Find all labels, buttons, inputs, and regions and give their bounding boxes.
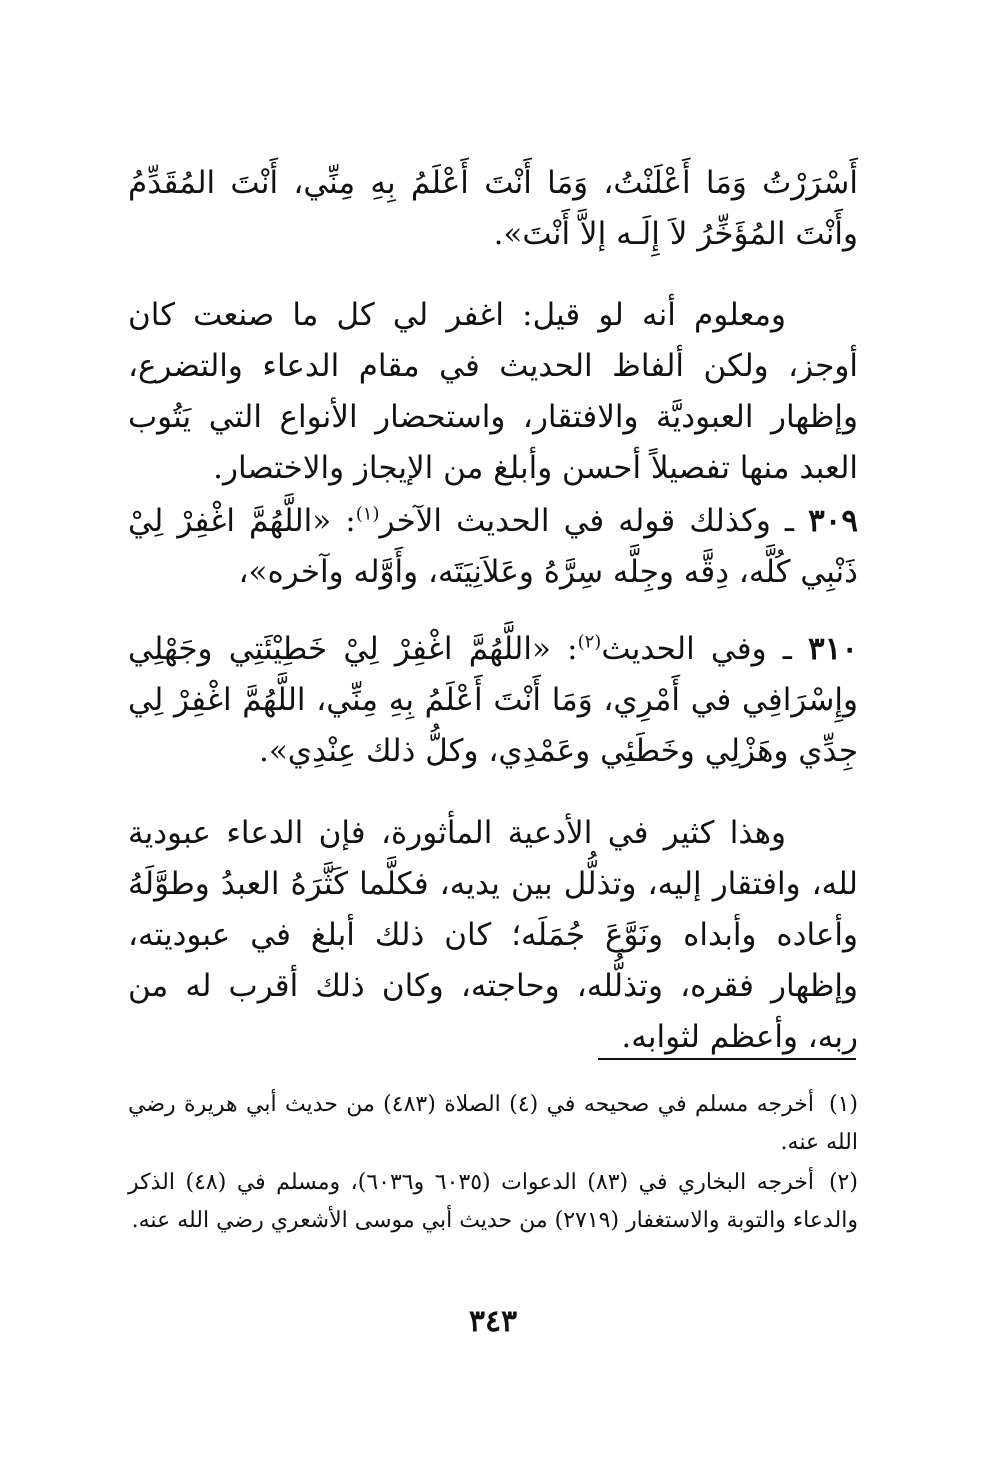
footnote-marker: (٢) bbox=[828, 1170, 858, 1195]
footnote-divider bbox=[598, 1058, 856, 1060]
paragraph-310 bbox=[128, 624, 858, 777]
paragraph-text: وهذا كثير في الأدعية المأثورة، فإن الدعاء عبودية لله، وافتقار إليه، وتذلُّل بين يديه، فكلَّما كَثَّرَهُ العبدُ وطوَّلَهُ وأعاده وأبداه ونَوَّعَ جُمَلَه؛ كان ذلك أبلغ في عبوديته، وإظهار فقره، وتذلُّله، وحاجته، وكان ذلك أقرب له من ربه، وأعظم لثوابه. bbox=[128, 815, 858, 1055]
paragraph-commentary bbox=[128, 290, 858, 494]
paragraph-lead: ـ وفي الحديث bbox=[601, 631, 809, 667]
paragraph-text bbox=[128, 496, 858, 598]
page-number: ٣٤٣ bbox=[468, 1304, 518, 1339]
footnote-marker: (١) bbox=[828, 1092, 858, 1117]
hadith-text: : «اللَّهُمَّ اغْفِرْ لِيْ ذَنْبِي كُلَّه، دِقَّه وجِلَّه سِرَّهُ وعَلاَنِيَتَه، وأَوَّله وآخره»، bbox=[128, 503, 858, 590]
footnote-reference[interactable]: (١) bbox=[355, 503, 380, 525]
paragraph-text: ومعلوم أنه لو قيل: اغفر لي كل ما صنعت كان أوجز، ولكن ألفاظ الحديث في مقام الدعاء والتضرع، وإظهار العبوديَّة والافتقار، واستحضار الأنواع التي يَتُوب العبد منها تفصيلاً أحسن وأبلغ من الإيجاز والاختصار. bbox=[128, 297, 858, 486]
paragraph-text: أَسْرَرْتُ وَمَا أَعْلَنْتُ، وَمَا أَنْتَ أَعْلَمُ بِهِ مِنِّي، أَنْتَ المُقَدِّمُ وأَنْتَ المُؤَخِّرُ لاَ إِلَـه إلاَّ أَنْتَ». bbox=[128, 165, 858, 252]
footnote-text: أخرجه مسلم في صحيحه في (٤) الصلاة (٤٨٣) من حديث أبي هريرة رضي الله عنه. bbox=[128, 1092, 858, 1155]
paragraph-continuation bbox=[128, 158, 858, 260]
footnote-reference[interactable]: (٢) bbox=[577, 631, 602, 653]
footnote-2 bbox=[128, 1164, 858, 1240]
paragraph-number: ٣٠٩ bbox=[808, 503, 859, 539]
footnote-text: أخرجه البخاري في (٨٣) الدعوات (٦٠٣٥ و٦٠٣٦)، ومسلم في (٤٨) الذكر والدعاء والتوبة والاستغفار (٢٧١٩) من حديث أبي موسى الأشعري رضي الله عنه. bbox=[128, 1170, 858, 1233]
paragraph-text bbox=[128, 624, 858, 777]
hadith-text: : «اللَّهُمَّ اغْفِرْ لِيْ خَطِيْئَتِي وجَهْلِي وإِسْرَافِي في أَمْرِي، وَمَا أَنْتَ أَعْلَمُ بِهِ مِنِّي، اللَّهُمَّ اغْفِرْ لِي جِدِّي وهَزْلِي وخَطَئِي وعَمْدِي، وكلُّ ذلك عِنْدِي». bbox=[128, 631, 858, 769]
paragraph-lead: ـ وكذلك قوله في الحديث الآخر bbox=[379, 503, 809, 539]
paragraph-309 bbox=[128, 496, 858, 598]
footnote-1 bbox=[128, 1086, 858, 1162]
paragraph-conclusion bbox=[128, 808, 858, 1063]
paragraph-number: ٣١٠ bbox=[808, 631, 858, 667]
